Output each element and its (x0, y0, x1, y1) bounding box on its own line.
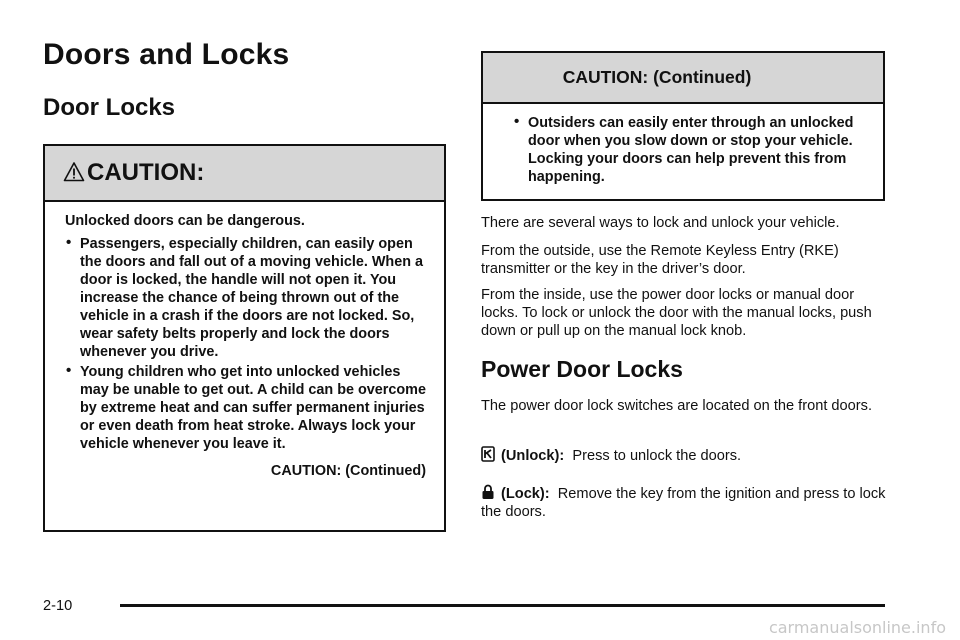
lock-description (481, 484, 891, 521)
paragraph-outside (481, 242, 891, 278)
caution-bullet-list (65, 235, 426, 453)
section-heading-door-locks: Door Locks (43, 94, 176, 121)
paragraph-text: There are several ways to lock and unlock your vehicle. (481, 215, 840, 231)
caution-continued-body (483, 104, 883, 186)
warning-triangle-icon (63, 161, 85, 183)
lock-label: (Lock): (501, 486, 550, 502)
caution-continued-bullet-list (513, 114, 865, 186)
caution-lead: Unlocked doors can be dangerous. (65, 213, 305, 229)
page-title: Doors and Locks (43, 38, 290, 71)
page-number: 2-10 (43, 598, 73, 614)
paragraph-inside (481, 286, 891, 340)
caution-body (45, 202, 444, 480)
unlock-text: Press to unlock the doors. (572, 448, 742, 464)
unlock-description (481, 446, 891, 465)
watermark: carmanualsonline.info (768, 618, 946, 637)
caution-heading: CAUTION: (87, 159, 205, 186)
caution-box (43, 144, 446, 532)
paragraph-text: From the inside, use the power door locks or manual door locks. To lock or unlock the door with the manual locks, push down or pull up on the manual lock knob. (481, 287, 872, 339)
unlock-label: (Unlock): (501, 448, 565, 464)
lock-text: Remove the key from the ignition and press to lock the doors. (481, 486, 886, 520)
caution-header (45, 146, 444, 202)
paragraph-switch-location (481, 397, 891, 415)
caution-continued-label: CAUTION: (Continued) (270, 463, 426, 479)
caution-bullet-children: • Young children who get into unlocked vehicles may be unable to get out. A child can be overcome by extreme heat and can suffer permanent injuries or even death from heat stroke. Always lock your vehicle whenever you leave it. (65, 363, 426, 453)
paragraph-text: From the outside, use the Remote Keyless Entry (RKE) transmitter or the key in the driver’s door. (481, 243, 839, 277)
footer-rule (120, 604, 885, 607)
caution-continued-box (481, 51, 885, 201)
paragraph-ways-to-lock (481, 214, 891, 232)
unlock-switch-icon (481, 446, 495, 462)
lock-switch-icon (481, 484, 495, 500)
paragraph-text: The power door lock switches are located on the front doors. (481, 398, 872, 414)
caution-bullet-outsiders: • Outsiders can easily enter through an unlocked door when you slow down or stop your vehicle. Locking your doors can help prevent this from happening. (513, 114, 865, 186)
section-heading-power-door-locks: Power Door Locks (481, 356, 683, 382)
caution-bullet-passengers: • Passengers, especially children, can easily open the doors and fall out of a moving vehicle. When a door is locked, the handle will not open it. You increase the chance of being thrown out of the vehicle in a crash if the doors are not locked. So, wear safety belts properly and lock the doors whenever you drive. (65, 235, 426, 361)
caution-continued-header: CAUTION: (Continued) (483, 53, 883, 104)
